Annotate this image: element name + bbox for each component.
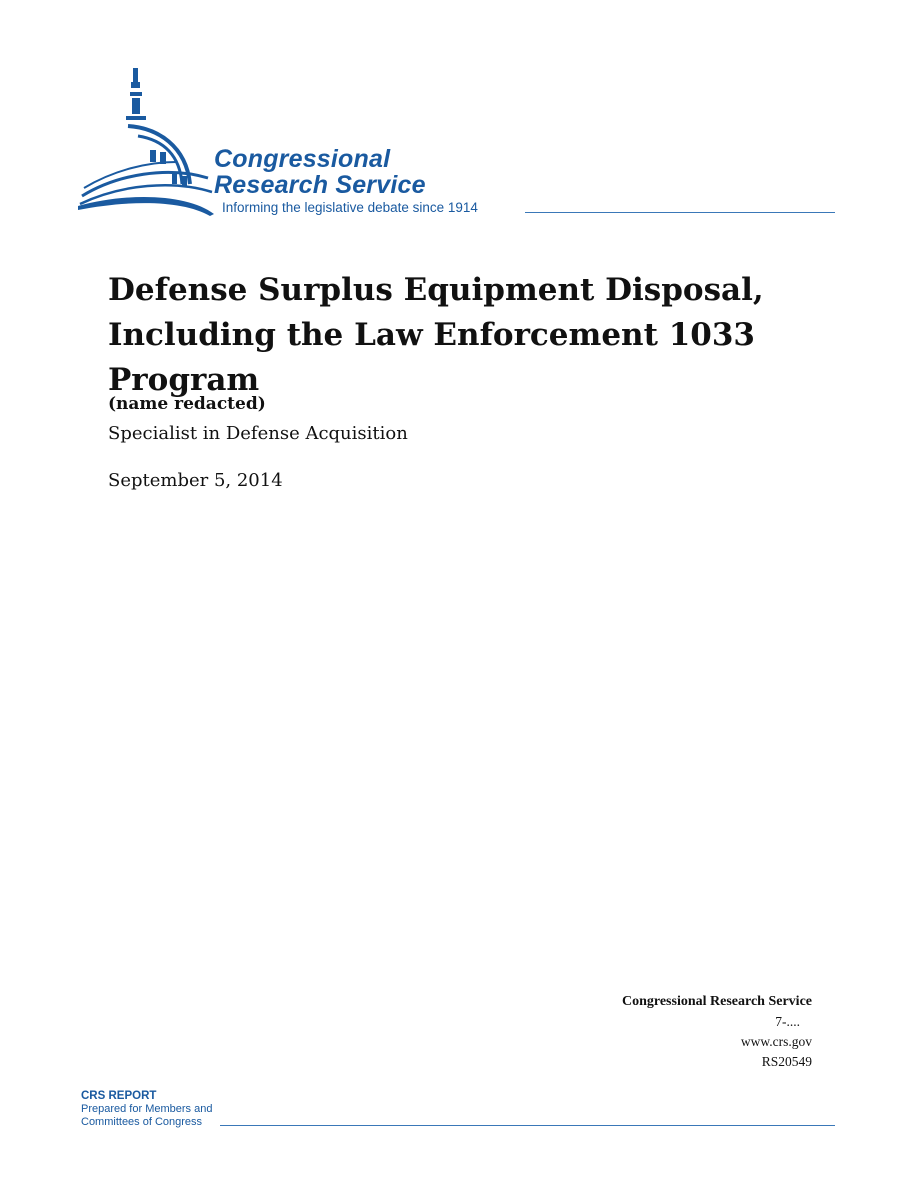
prepared-line-1: Prepared for Members and [81,1103,213,1115]
title-line-2: Including the Law Enforcement 1033 Program [108,317,755,398]
footer-code: 7-.... [775,1014,800,1029]
prepared-line-2: Committees of Congress [81,1116,203,1128]
brand-name-line1: Congressional [214,145,391,173]
footer-info [622,992,812,1072]
author-title: Specialist in Defense Acquisition [108,423,408,444]
capitol-dome-icon [78,66,220,218]
document-title [108,268,868,403]
report-label-title: CRS REPORT [81,1090,157,1102]
footer-website: www.crs.gov [740,1034,812,1049]
title-line-1: Defense Surplus Equipment Disposal, [108,272,764,308]
publication-date: September 5, 2014 [108,470,283,491]
header-rule [525,212,835,213]
footer-rule [220,1125,835,1126]
author-name: (name redacted) [108,394,266,414]
brand-tagline: Informing the legislative debate since 1914 [222,200,478,215]
brand-name-line2: Research Service [214,171,426,199]
footer-report-number: RS20549 [761,1054,812,1069]
crs-report-label [81,1090,212,1129]
footer-org: Congressional Research Service [621,994,812,1009]
